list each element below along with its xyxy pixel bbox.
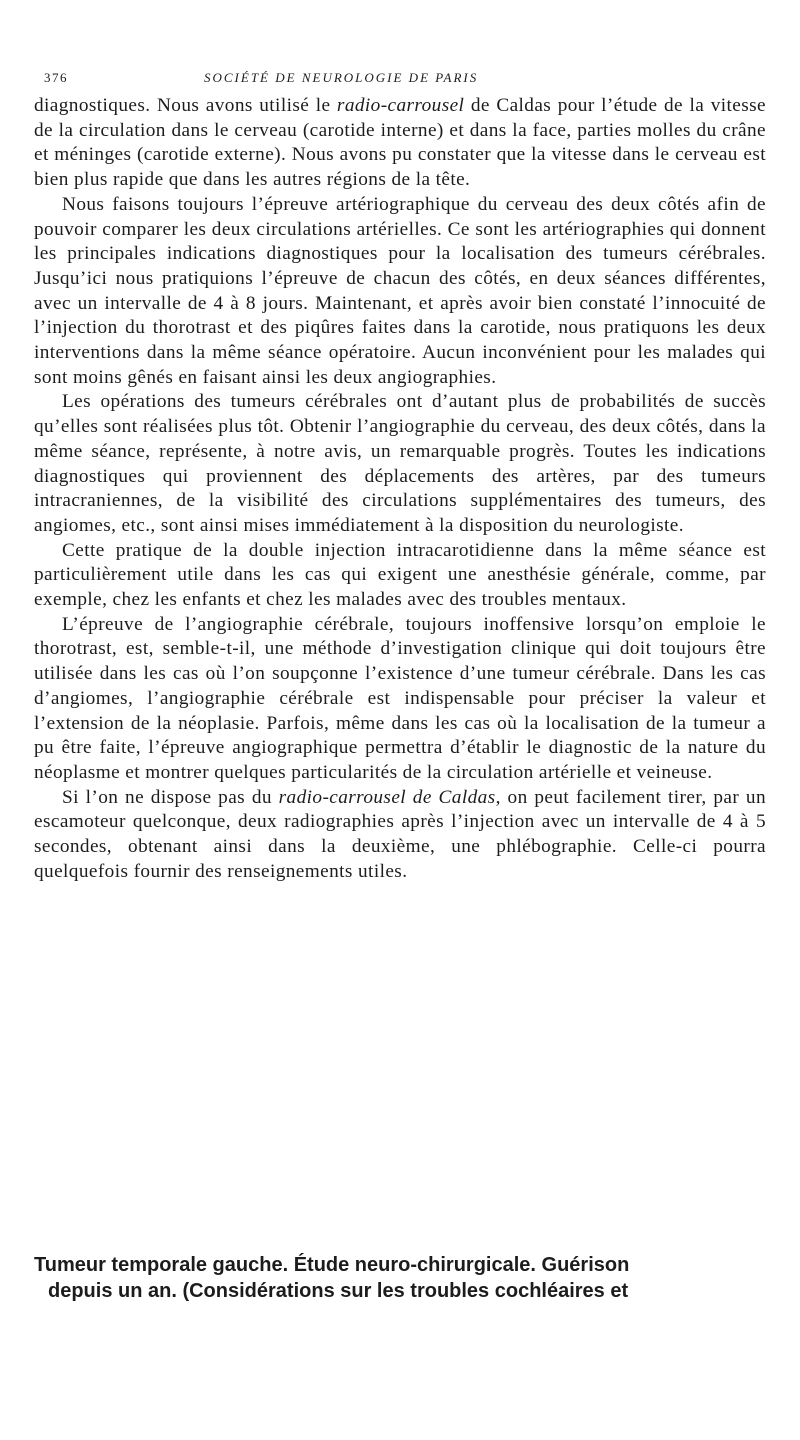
text-span: , on peut facilement tirer, par un escamoteur quelconque, deux radiographies après l’injection avec un intervalle de 4 à 5 secondes, obtenant ainsi dans la deuxième, une phlébographie. Celle-ci pourra quelquefois fournir des renseignements utiles.	[34, 786, 766, 882]
paragraph	[34, 539, 766, 613]
journal-title: SOCIÉTÉ DE NEUROLOGIE DE PARIS	[204, 70, 479, 85]
paragraph	[34, 786, 766, 885]
text-span: Les opérations des tumeurs cérébrales ont d’autant plus de probabilités de succès qu’elles sont réalisées plus tôt. Obtenir l’angiographie du cerveau, des deux côtés, dans la même séance, représente, à notre avis, un remarquable progrès. Toutes les indications diagnostiques qui proviennent des déplacements des artères, par des tumeurs intracraniennes, de la visibilité des circulations supplémentaires des tumeurs, des angiomes, etc., sont ainsi mises immédiatement à la disposition du neurologiste.	[34, 391, 766, 536]
italic-term: radio-carrousel de Caldas	[278, 786, 496, 808]
paragraph	[34, 193, 766, 391]
paragraph	[34, 613, 766, 786]
paragraph	[34, 94, 766, 193]
text-span: diagnostiques. Nous avons utilisé le	[34, 95, 337, 116]
text-span: Cette pratique de la double injection intracarotidienne dans la même séance est particulièrement utile dans les cas qui exigent une anesthésie générale, comme, par exemple, chez les enfants et chez les malades avec des troubles mentaux.	[34, 539, 766, 611]
text-span: Si l’on ne dispose pas du	[62, 786, 279, 808]
text-span: L’épreuve de l’angiographie cérébrale, toujours inoffensive lorsqu’on emploie le thorotrast, est, semble-t-il, une méthode d’investigation clinique qui doit toujours être utilisée dans les cas où l’on soupçonne l’existence d’une tumeur cérébrale. Dans les cas d’angiomes, l’angiographie cérébrale est indispensable pour préciser la valeur et l’extension de la néoplasie. Parfois, même dans les cas où la localisation de la tumeur a pu être faite, l’épreuve angiographique permettra d’établir le diagnostic de la nature du néoplasme et montrer quelques particularités de la circulation artérielle et veineuse.	[34, 613, 766, 783]
text-span: de Caldas pour l’étude de la vitesse de la circulation dans le cerveau (carotide interne) et dans la face, parties molles du crâne et méninges (carotide externe). Nous avons pu constater que la vitesse dans le cerveau est bien plus rapide que dans les autres régions de la tête.	[34, 95, 766, 191]
italic-term: radio-carrousel	[336, 95, 465, 116]
paragraph	[34, 390, 766, 538]
body-text	[34, 94, 766, 885]
article-title-line: depuis un an. (Considérations sur les troubles cochléaires et	[48, 1280, 629, 1302]
text-span: Nous faisons toujours l’épreuve artériographique du cerveau des deux côtés afin de pouvoir comparer les deux circulations artérielles. Ce sont les artériographies qui donnent les principales indications diagnostiques pour la localisation des tumeurs cérébrales. Jusqu’ici nous pratiquions l’épreuve de chacun des côtés, en deux séances différentes, avec un intervalle de 4 à 8 jours. Maintenant, et après avoir bien constaté l’innocuité de l’injection du thorotrast et des piqûres faites dans la carotide, nous pratiquons les deux interventions dans la même séance opératoire. Aucun inconvénient pour les malades qui sont moins gênés en faisant ainsi les deux angiographies.	[34, 193, 766, 388]
article-title	[34, 1252, 766, 1304]
running-head	[44, 70, 756, 90]
page-number: 376	[44, 70, 68, 85]
article-title-line: Tumeur temporale gauche. Étude neuro-chirurgicale. Guérison	[34, 1254, 630, 1276]
